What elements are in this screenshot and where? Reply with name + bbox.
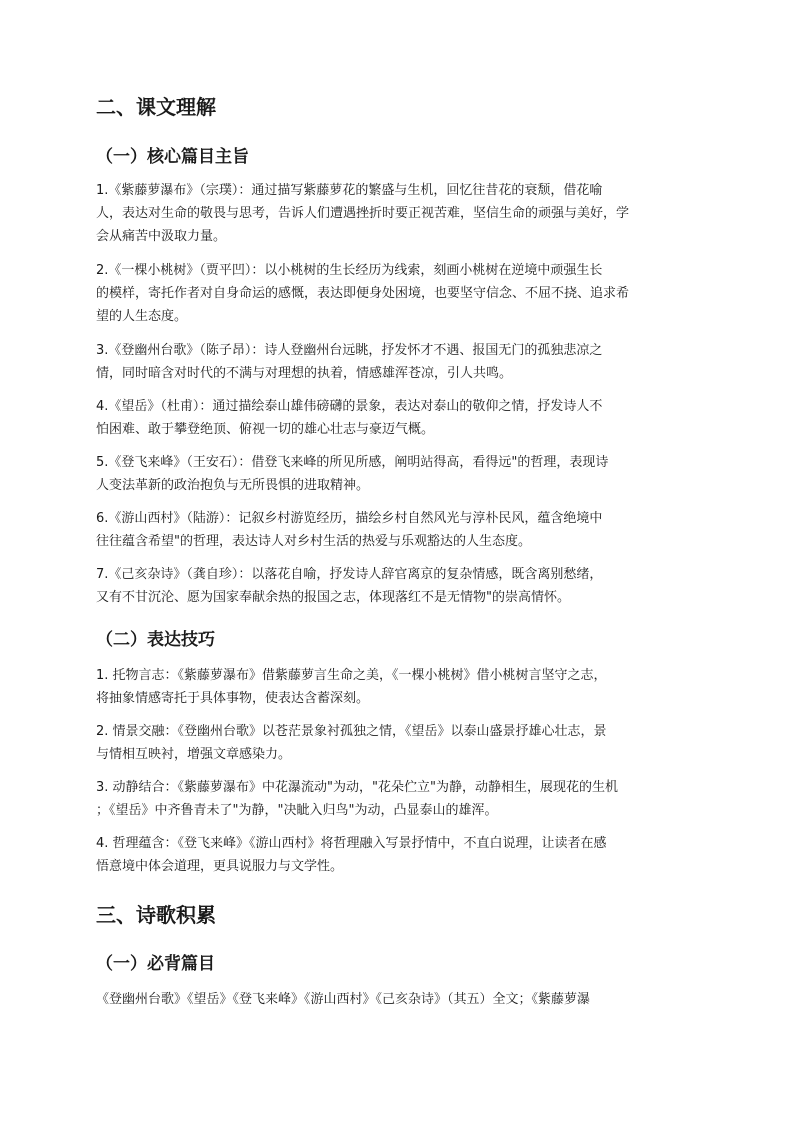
text-line: 3. 动静结合：《紫藤萝瀑布》中花瀑流动"为动，"花朵伫立"为静，动静相生，展现花的生机	[96, 780, 618, 795]
text-line: 怕困难、敢于攀登绝顶、俯视一切的雄心壮志与豪迈气概。	[96, 422, 435, 437]
text-line: 2.《一棵小桃树》（贾平凹）：以小桃树的生长经历为线索，刻画小桃树在逆境中顽强生长	[96, 263, 603, 278]
text-line: 4. 哲理蕴含：《登飞来峰》《游山西村》将哲理融入写景抒情中，不直白说理，让读者在感	[96, 836, 607, 851]
text-line: 人变法革新的政治抱负与无所畏惧的进取精神。	[96, 478, 370, 493]
text-line: 3.《登幽州台歌》（陈子昂）：诗人登幽州台远眺，抒发怀才不遇、报国无门的孤独悲凉之	[96, 343, 603, 358]
text-line: 人，表达对生命的敬畏与思考，告诉人们遭遇挫折时要正视苦难，坚信生命的顽强与美好，学	[96, 206, 630, 221]
text-line: 6.《游山西村》（陆游）：记叙乡村游览经历，描绘乡村自然风光与淳朴民风，蕴含绝境中	[96, 511, 603, 526]
theme-item-5	[96, 451, 706, 497]
text-line: 会从痛苦中汲取力量。	[96, 229, 227, 244]
section-title-accumulation: 三、诗歌积累	[96, 903, 216, 927]
theme-item-4	[96, 395, 706, 441]
text-line: 往往蕴含希望"的哲理，表达诗人对乡村生活的热爱与乐观豁达的人生态度。	[96, 534, 531, 549]
text-line: 1. 托物言志：《紫藤萝瀑布》借紫藤萝言生命之美，《一棵小桃树》借小桃树言坚守之志，	[96, 668, 607, 683]
technique-item-3	[96, 776, 706, 822]
subsection-title-techniques: （二）表达技巧	[96, 630, 215, 650]
text-line: 又有不甘沉沦、愿为国家奉献余热的报国之志，体现落红不是无情物"的崇高情怀。	[96, 590, 570, 605]
text-line: 1.《紫藤萝瀑布》（宗璞）：通过描写紫藤萝花的繁盛与生机，回忆往昔花的衰颓，借花喻	[96, 183, 603, 198]
text-line: 情，同时暗含对时代的不满与对理想的执着，情感雄浑苍凉，引人共鸣。	[96, 366, 513, 381]
subsection-title-required: （一）必背篇目	[96, 954, 215, 974]
technique-item-2	[96, 720, 706, 766]
theme-item-7	[96, 563, 706, 609]
theme-item-6	[96, 507, 706, 553]
text-line: 与情相互映衬，增强文章感染力。	[96, 747, 292, 762]
text-line: 的模样，寄托作者对自身命运的感慨，表达即便身处困境，也要坚守信念、不屈不挠、追求希	[96, 286, 630, 301]
text-line: 4.《望岳》（杜甫）：通过描绘泰山雄伟磅礴的景象，表达对泰山的敬仰之情，抒发诗人不	[96, 399, 603, 414]
text-line: 悟意境中体会道理，更具说服力与文学性。	[96, 859, 344, 874]
section-title-understanding: 二、课文理解	[96, 95, 216, 119]
theme-item-1	[96, 179, 706, 248]
theme-item-3	[96, 339, 706, 385]
text-line: 《登幽州台歌》《望岳》《登飞来峰》《游山西村》《己亥杂诗》（其五）全文；《紫藤萝瀑	[96, 992, 591, 1007]
technique-item-4	[96, 832, 706, 878]
text-line: ；《望岳》中齐鲁青未了"为静，"决眦入归鸟"为动，凸显泰山的雄浑。	[96, 803, 498, 818]
text-line: 2. 情景交融：《登幽州台歌》以苍茫景象衬孤独之情，《望岳》以泰山盛景抒雄心壮志，景	[96, 724, 607, 739]
theme-item-2	[96, 259, 706, 328]
technique-item-1	[96, 664, 706, 710]
subsection-title-core-themes: （一）核心篇目主旨	[96, 147, 249, 167]
required-list	[96, 988, 706, 1011]
text-line: 将抽象情感寄托于具体事物，使表达含蓄深刻。	[96, 691, 370, 706]
text-line: 望的人生态度。	[96, 309, 188, 324]
text-line: 7.《己亥杂诗》（龚自珍）：以落花自喻，抒发诗人辞官离京的复杂情感，既含离别愁绪，	[96, 567, 603, 582]
text-line: 5.《登飞来峰》（王安石）：借登飞来峰的所见所感，阐明站得高，看得远"的哲理，表现诗	[96, 455, 609, 470]
